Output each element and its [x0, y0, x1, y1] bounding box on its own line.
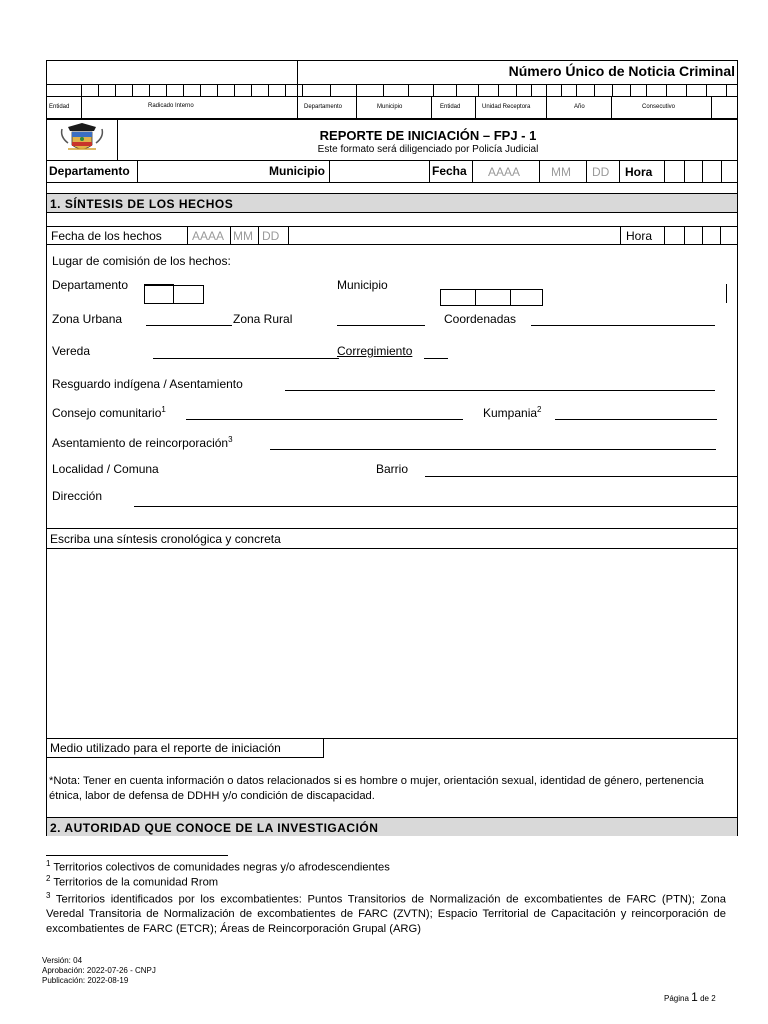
section1-header [47, 193, 737, 213]
vereda-label: Vereda [52, 344, 91, 358]
municipio-input[interactable] [330, 160, 430, 182]
departamento-hechos-label: Departamento [52, 278, 129, 292]
fecha-hechos-label: Fecha de los hechos [51, 229, 162, 243]
footnote-1: $^1$ Territorios colectivos de comunidades negras y/o afrodescendientes [46, 859, 390, 874]
consejo-field[interactable] [186, 405, 463, 420]
section1-title: 1. SÍNTESIS DE LOS HECHOS [50, 197, 234, 211]
noticia-title: Número Único de Noticia Criminal [508, 63, 735, 79]
corregimiento-label: Corregimiento [337, 344, 413, 358]
zona-urbana-label: Zona Urbana [52, 312, 123, 326]
publicacion-text: Publicación: 2022-08-19 [42, 976, 129, 985]
label-departamento: Departamento [304, 104, 343, 110]
aprobacion-text: Aprobación: 2022-07-26 - CNPJ [42, 966, 156, 975]
nota-text: *Nota: Tener en cuenta información o datos relacionados si es hombre o mujer, orientación sexual, identidad de género, pertenencia étnica, labor de defensa de DDHH y/o condición de discapacidad. [49, 775, 704, 802]
departamento-input[interactable] [138, 160, 288, 182]
kumpania-field[interactable] [555, 405, 717, 420]
municipio-hechos-input[interactable] [440, 289, 543, 306]
lugar-label: Lugar de comisión de los hechos: [52, 254, 231, 268]
label-entidad-2: Entidad [440, 104, 461, 110]
colombia-seal-logo [46, 119, 118, 160]
version-text: Versión: 04 [42, 956, 83, 965]
hora-label: Hora [625, 165, 653, 179]
medio-label: Medio utilizado para el reporte de iniciación [50, 741, 281, 755]
fecha-aaaa[interactable]: AAAA [488, 165, 521, 179]
corregimiento-field[interactable] [424, 344, 448, 359]
localidad-label: Localidad / Comuna [52, 462, 159, 476]
fecha-hechos-aaaa[interactable]: AAAA [192, 229, 225, 243]
zona-rural-field[interactable] [337, 312, 425, 326]
sintesis-textarea[interactable] [47, 549, 737, 738]
departamento-hechos-input[interactable] [144, 285, 204, 304]
asentamiento-field[interactable] [270, 435, 716, 450]
kumpania-label: Kumpania$^2$ [483, 405, 542, 420]
footnote-3: $^3$ Territorios identificados por los excombatientes: Puntos Transitorios de Normalización de excombatientes de FARC (PTN); Zona Veredal Transitoria de Normalización de excombatientes de FARC (ZVTN); Espacio Territorial de Capacitación y reincorporación de excombatientes de FARC (ETCR); Áreas de Reincorporación Grupal (ARG) [46, 891, 726, 935]
direccion-label: Dirección [52, 489, 103, 503]
label-municipio: Municipio [377, 104, 403, 110]
report-title: REPORTE DE INICIACIÓN – FPJ - 1 [319, 128, 537, 143]
sintesis-label: Escriba una síntesis cronológica y concreta [50, 532, 281, 546]
fecha-label: Fecha [432, 164, 467, 178]
barrio-label: Barrio [376, 462, 409, 476]
medio-input[interactable] [324, 739, 737, 757]
report-subtitle: Este formato será diligenciado por Policía Judicial [317, 144, 539, 155]
direccion-field[interactable] [134, 489, 738, 507]
fecha-hechos-dd[interactable]: DD [262, 229, 280, 243]
label-consecutivo: Consecutivo [642, 104, 676, 110]
hora-hechos-label: Hora [626, 229, 653, 243]
zona-urbana-field[interactable] [146, 312, 232, 326]
label-anio: Año [574, 104, 585, 110]
resguardo-field[interactable] [285, 377, 715, 391]
label-entidad: Entidad [49, 104, 70, 110]
municipio-label: Municipio [269, 164, 325, 178]
coordenadas-field[interactable] [531, 312, 715, 326]
zona-rural-label: Zona Rural [233, 312, 293, 326]
dept-fecha-row [46, 160, 738, 182]
label-radicado: Radicado Interno [148, 103, 194, 109]
departamento-label: Departamento [49, 164, 130, 178]
footnote-2: $^2$ Territorios de la comunidad Rrom [46, 874, 219, 889]
section2-header [47, 817, 737, 836]
fecha-dd[interactable]: DD [592, 165, 610, 179]
municipio-hechos-label: Municipio [337, 278, 388, 292]
fecha-hechos-mm[interactable]: MM [233, 229, 253, 243]
fecha-mm[interactable]: MM [551, 165, 571, 179]
asentamiento-label: Asentamiento de reincorporación$^3$ [52, 435, 233, 450]
barrio-field[interactable] [425, 462, 738, 477]
code-cells-row[interactable] [46, 84, 738, 96]
resguardo-label: Resguardo indígena / Asentamiento [52, 377, 243, 391]
label-unidad-receptora: Unidad Receptora [482, 104, 531, 110]
page-number: Página 1 de 2 [664, 990, 716, 1004]
fecha-hechos-row [46, 226, 738, 245]
coordenadas-label: Coordenadas [444, 312, 517, 326]
section2-title: 2. AUTORIDAD QUE CONOCE DE LA INVESTIGACIÓN [50, 821, 379, 835]
consejo-label: Consejo comunitario$^1$ [52, 405, 166, 420]
vereda-field[interactable] [153, 344, 339, 359]
